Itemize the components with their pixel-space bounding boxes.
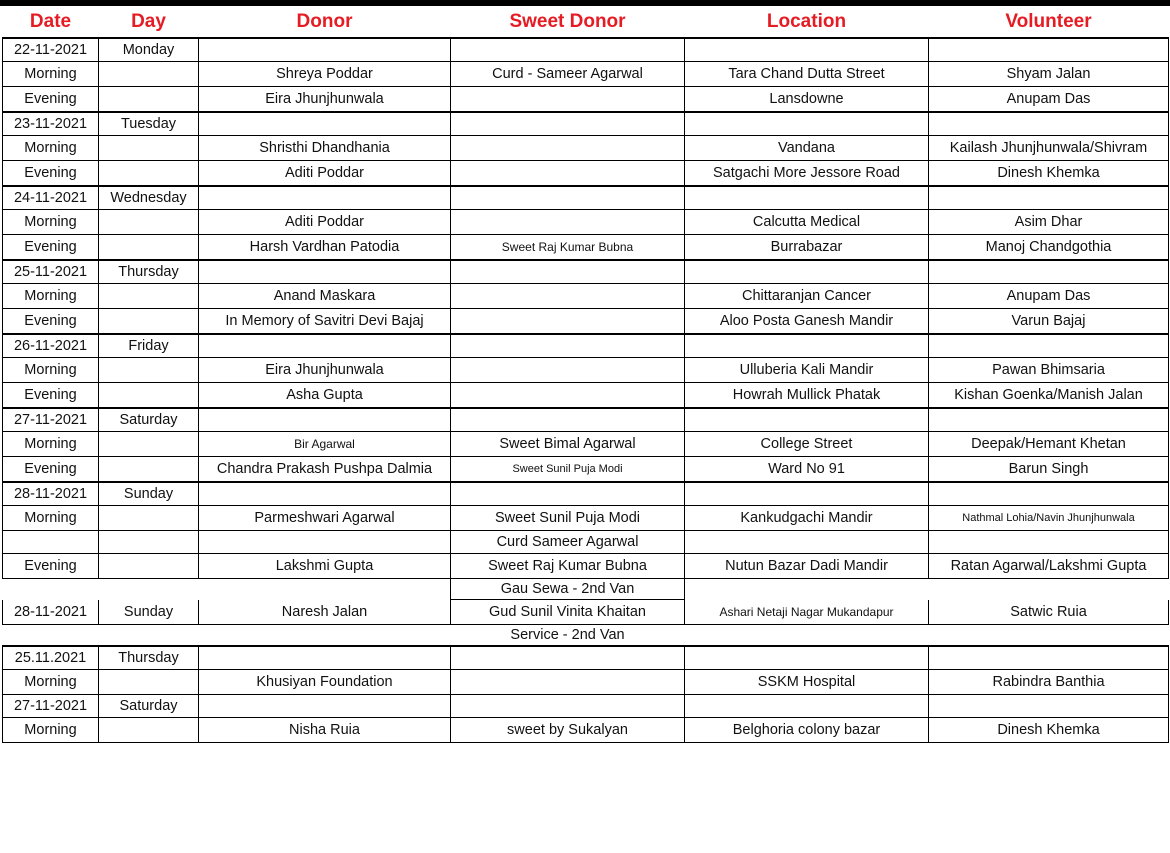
cell-volunteer: [929, 695, 1169, 718]
cell-volunteer: [929, 334, 1169, 358]
schedule-table: [2, 6, 1169, 743]
cell-donor: [199, 646, 451, 670]
cell-location: [685, 186, 929, 210]
cell-sweet: Sweet Sunil Puja Modi: [451, 457, 685, 483]
cell-date: Morning: [3, 210, 99, 235]
cell-date: Evening: [3, 235, 99, 261]
cell-location: Nutun Bazar Dadi Mandir: [685, 554, 929, 579]
blank-cell: [3, 625, 99, 647]
cell-volunteer: [929, 531, 1169, 554]
cell-location: Aloo Posta Ganesh Mandir: [685, 309, 929, 335]
cell-sweet: [451, 482, 685, 506]
cell-donor: Aditi Poddar: [199, 161, 451, 187]
cell-donor: Nisha Ruia: [199, 718, 451, 743]
cell-day: Sunday: [99, 600, 199, 625]
cell-donor: Lakshmi Gupta: [199, 554, 451, 579]
cell-sweet: [451, 695, 685, 718]
cell-day: Friday: [99, 334, 199, 358]
cell-volunteer: [929, 260, 1169, 284]
cell-donor: Eira Jhunjhunwala: [199, 358, 451, 383]
table-row: [3, 718, 1169, 743]
cell-donor: Naresh Jalan: [199, 600, 451, 625]
table-row: [3, 695, 1169, 718]
cell-date: Morning: [3, 506, 99, 531]
cell-volunteer: Shyam Jalan: [929, 62, 1169, 87]
cell-volunteer: [929, 482, 1169, 506]
cell-sweet: [451, 210, 685, 235]
cell-donor: [199, 260, 451, 284]
cell-location: Vandana: [685, 136, 929, 161]
cell-date: Morning: [3, 62, 99, 87]
cell-date: Evening: [3, 457, 99, 483]
cell-day: Wednesday: [99, 186, 199, 210]
table-row: [3, 531, 1169, 554]
cell-day: Thursday: [99, 646, 199, 670]
table-row: [3, 38, 1169, 62]
cell-sweet: [451, 260, 685, 284]
cell-date: Evening: [3, 383, 99, 409]
table-row: [3, 383, 1169, 409]
cell-donor: Asha Gupta: [199, 383, 451, 409]
header-date: Date: [3, 6, 99, 38]
cell-date: Morning: [3, 432, 99, 457]
cell-date: Morning: [3, 670, 99, 695]
cell-donor: Khusiyan Foundation: [199, 670, 451, 695]
cell-location: Ulluberia Kali Mandir: [685, 358, 929, 383]
cell-location: [685, 408, 929, 432]
cell-day: [99, 210, 199, 235]
cell-sweet: Sweet Raj Kumar Bubna: [451, 554, 685, 579]
cell-location: [685, 646, 929, 670]
cell-date: Morning: [3, 358, 99, 383]
cell-volunteer: Rabindra Banthia: [929, 670, 1169, 695]
section-heading-row: [3, 625, 1169, 647]
cell-volunteer: Dinesh Khemka: [929, 161, 1169, 187]
cell-location: College Street: [685, 432, 929, 457]
cell-location: Belghoria colony bazar: [685, 718, 929, 743]
cell-location: Satgachi More Jessore Road: [685, 161, 929, 187]
header-volunteer: Volunteer: [929, 6, 1169, 38]
table-row: [3, 408, 1169, 432]
cell-date: Evening: [3, 87, 99, 113]
cell-location: [685, 112, 929, 136]
header-day: Day: [99, 6, 199, 38]
header-donor: Donor: [199, 6, 451, 38]
header-row: [3, 6, 1169, 38]
cell-location: SSKM Hospital: [685, 670, 929, 695]
cell-date: 28-11-2021: [3, 482, 99, 506]
cell-day: [99, 161, 199, 187]
cell-location: [685, 482, 929, 506]
cell-day: Monday: [99, 38, 199, 62]
table-row: [3, 235, 1169, 261]
cell-donor: [199, 695, 451, 718]
cell-sweet: [451, 670, 685, 695]
cell-day: Tuesday: [99, 112, 199, 136]
cell-sweet: [451, 284, 685, 309]
table-row: [3, 161, 1169, 187]
cell-sweet: [451, 408, 685, 432]
cell-location: [685, 260, 929, 284]
table-row: [3, 482, 1169, 506]
table-row: [3, 210, 1169, 235]
cell-location: Kankudgachi Mandir: [685, 506, 929, 531]
blank-cell: [3, 579, 99, 600]
cell-sweet: [451, 38, 685, 62]
cell-location: Ashari Netaji Nagar Mukandapur: [685, 600, 929, 625]
cell-day: [99, 87, 199, 113]
cell-sweet: sweet by Sukalyan: [451, 718, 685, 743]
blank-cell: [929, 579, 1169, 600]
service-heading: Service - 2nd Van: [510, 627, 625, 643]
cell-donor: Harsh Vardhan Patodia: [199, 235, 451, 261]
cell-date: Evening: [3, 161, 99, 187]
cell-day: Saturday: [99, 695, 199, 718]
blank-cell: [99, 625, 199, 647]
cell-donor: [199, 531, 451, 554]
cell-volunteer: Varun Bajaj: [929, 309, 1169, 335]
cell-volunteer: Dinesh Khemka: [929, 718, 1169, 743]
cell-donor: [199, 186, 451, 210]
cell-date: 28-11-2021: [3, 600, 99, 625]
cell-location: Tara Chand Dutta Street: [685, 62, 929, 87]
cell-day: [99, 670, 199, 695]
cell-date: 25.11.2021: [3, 646, 99, 670]
cell-donor: [199, 38, 451, 62]
cell-volunteer: Anupam Das: [929, 87, 1169, 113]
cell-volunteer: Kailash Jhunjhunwala/Shivram: [929, 136, 1169, 161]
table-row: [3, 186, 1169, 210]
cell-volunteer: [929, 186, 1169, 210]
table-row: [3, 506, 1169, 531]
blank-cell: [685, 625, 929, 647]
cell-location: Ward No 91: [685, 457, 929, 483]
table-row: [3, 260, 1169, 284]
cell-date: Morning: [3, 136, 99, 161]
cell-donor: Bir Agarwal: [199, 432, 451, 457]
cell-day: [99, 554, 199, 579]
cell-volunteer: Satwic Ruia: [929, 600, 1169, 625]
cell-location: Calcutta Medical: [685, 210, 929, 235]
cell-volunteer: Kishan Goenka/Manish Jalan: [929, 383, 1169, 409]
cell-date: Evening: [3, 554, 99, 579]
cell-date: 22-11-2021: [3, 38, 99, 62]
cell-donor: Chandra Prakash Pushpa Dalmia: [199, 457, 451, 483]
cell-sweet: [451, 186, 685, 210]
cell-location: Burrabazar: [685, 235, 929, 261]
cell-day: [99, 62, 199, 87]
cell-date: 23-11-2021: [3, 112, 99, 136]
cell-day: [99, 383, 199, 409]
cell-sweet: [451, 136, 685, 161]
cell-donor: [199, 408, 451, 432]
header-sweet-donor: Sweet Donor: [451, 6, 685, 38]
cell-donor: [199, 482, 451, 506]
section-heading-row: [3, 579, 1169, 600]
cell-location: Howrah Mullick Phatak: [685, 383, 929, 409]
cell-sweet: Sweet Raj Kumar Bubna: [451, 235, 685, 261]
blank-cell: [199, 625, 451, 647]
cell-location: [685, 531, 929, 554]
cell-sweet: [451, 161, 685, 187]
cell-donor: Aditi Poddar: [199, 210, 451, 235]
table-row: [3, 87, 1169, 113]
cell-date: 27-11-2021: [3, 695, 99, 718]
cell-day: Saturday: [99, 408, 199, 432]
cell-day: [99, 531, 199, 554]
cell-sweet: [451, 646, 685, 670]
cell-sweet: Curd - Sameer Agarwal: [451, 62, 685, 87]
table-row: [3, 457, 1169, 483]
cell-day: [99, 136, 199, 161]
blank-cell: [929, 625, 1169, 647]
cell-volunteer: [929, 38, 1169, 62]
cell-volunteer: [929, 646, 1169, 670]
cell-sweet: [451, 87, 685, 113]
cell-volunteer: Manoj Chandgothia: [929, 235, 1169, 261]
cell-sweet: Gud Sunil Vinita Khaitan: [451, 600, 685, 625]
cell-volunteer: Ratan Agarwal/Lakshmi Gupta: [929, 554, 1169, 579]
cell-donor: [199, 112, 451, 136]
cell-volunteer: [929, 112, 1169, 136]
cell-donor: Shreya Poddar: [199, 62, 451, 87]
cell-day: [99, 718, 199, 743]
gau-sewa-heading: Gau Sewa - 2nd Van: [451, 579, 685, 600]
cell-day: [99, 284, 199, 309]
table-row: [3, 432, 1169, 457]
table-row: [3, 62, 1169, 87]
blank-cell: [99, 579, 199, 600]
cell-date: 24-11-2021: [3, 186, 99, 210]
cell-day: [99, 432, 199, 457]
cell-date: [3, 531, 99, 554]
cell-sweet: [451, 112, 685, 136]
cell-date: Morning: [3, 284, 99, 309]
cell-day: [99, 309, 199, 335]
cell-sweet: Curd Sameer Agarwal: [451, 531, 685, 554]
cell-donor: In Memory of Savitri Devi Bajaj: [199, 309, 451, 335]
cell-day: [99, 506, 199, 531]
cell-location: [685, 695, 929, 718]
cell-sweet: Sweet Bimal Agarwal: [451, 432, 685, 457]
cell-location: Chittaranjan Cancer: [685, 284, 929, 309]
cell-donor: Anand Maskara: [199, 284, 451, 309]
blank-cell: [199, 579, 451, 600]
cell-day: [99, 235, 199, 261]
table-row: [3, 600, 1169, 625]
cell-donor: Shristhi Dhandhania: [199, 136, 451, 161]
header-location: Location: [685, 6, 929, 38]
cell-sweet: Sweet Sunil Puja Modi: [451, 506, 685, 531]
cell-date: Morning: [3, 718, 99, 743]
table-row: [3, 112, 1169, 136]
table-row: [3, 309, 1169, 335]
cell-volunteer: Pawan Bhimsaria: [929, 358, 1169, 383]
cell-location: [685, 38, 929, 62]
cell-sweet: [451, 309, 685, 335]
cell-day: Thursday: [99, 260, 199, 284]
cell-volunteer: Asim Dhar: [929, 210, 1169, 235]
table-row: [3, 334, 1169, 358]
cell-day: Sunday: [99, 482, 199, 506]
table-row: [3, 670, 1169, 695]
cell-location: Lansdowne: [685, 87, 929, 113]
cell-date: 26-11-2021: [3, 334, 99, 358]
cell-location: [685, 334, 929, 358]
table-row: [3, 284, 1169, 309]
blank-cell: [685, 579, 929, 600]
cell-volunteer: Anupam Das: [929, 284, 1169, 309]
cell-volunteer: Barun Singh: [929, 457, 1169, 483]
cell-donor: Eira Jhunjhunwala: [199, 87, 451, 113]
cell-date: Evening: [3, 309, 99, 335]
cell-sweet: [451, 358, 685, 383]
table-row: [3, 136, 1169, 161]
cell-donor: [199, 334, 451, 358]
cell-sweet: [451, 383, 685, 409]
cell-date: 27-11-2021: [3, 408, 99, 432]
cell-volunteer: Deepak/Hemant Khetan: [929, 432, 1169, 457]
cell-day: [99, 358, 199, 383]
cell-sweet: [451, 334, 685, 358]
table-row: [3, 646, 1169, 670]
cell-date: 25-11-2021: [3, 260, 99, 284]
cell-donor: Parmeshwari Agarwal: [199, 506, 451, 531]
cell-volunteer: [929, 408, 1169, 432]
cell-volunteer: Nathmal Lohia/Navin Jhunjhunwala: [929, 506, 1169, 531]
table-row: [3, 358, 1169, 383]
table-row: [3, 554, 1169, 579]
cell-day: [99, 457, 199, 483]
